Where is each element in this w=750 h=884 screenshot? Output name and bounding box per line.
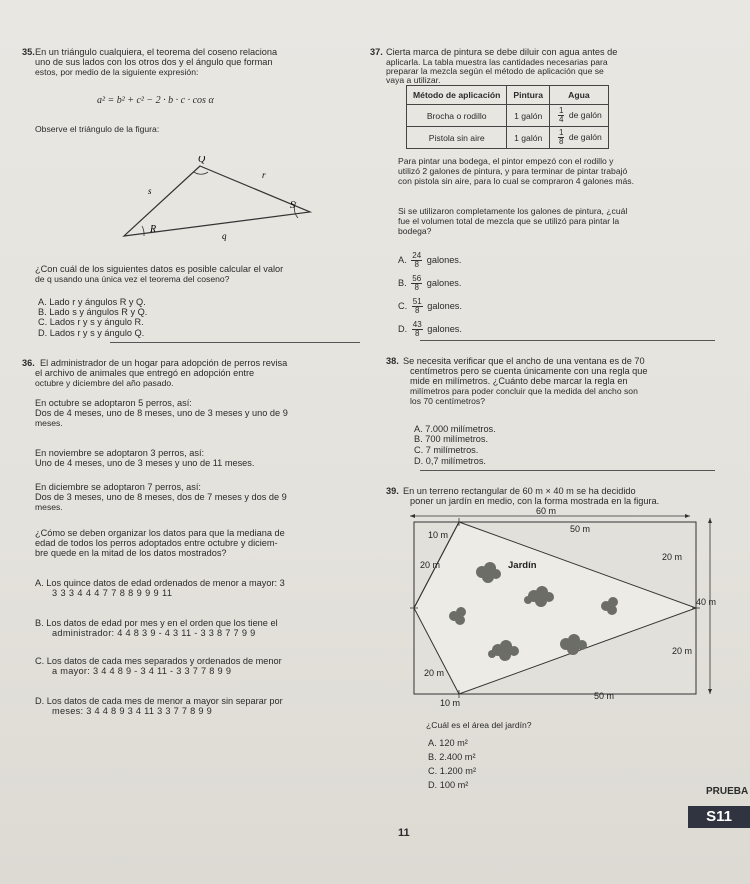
q36-option-a-data: 3 3 3 4 4 4 7 7 8 8 9 9 9 11 <box>52 588 173 598</box>
q36-option-d-data: meses: 3 4 4 8 9 3 4 11 3 3 7 7 8 9 9 <box>52 706 213 716</box>
angle-q-arc <box>194 172 208 174</box>
prueba-label: PRUEBA <box>706 786 749 797</box>
q37-body3: con pistola sin aire, para lo cual se compraron 4 galones más. <box>398 176 634 186</box>
q37-body2: utilizó 2 galones de pintura, y para terminar de pintar trabajó <box>398 166 628 176</box>
label-bottom-left: 10 m <box>440 698 461 708</box>
q36-oct3: meses. <box>35 418 63 428</box>
q39-line2: poner un jardín en medio, con la forma mostrada en la figura. <box>410 496 660 506</box>
table-header-method: Método de aplicación <box>407 86 507 105</box>
q39-option-c[interactable]: C. 1.200 m² <box>428 766 477 776</box>
arrow-head <box>708 518 712 523</box>
q35-formula: a² = b² + c² − 2 · b · c · cos α <box>97 95 214 106</box>
q36-option-c[interactable]: C. Los datos de cada mes separados y ordenados de menor <box>35 656 282 666</box>
table-row <box>407 127 609 149</box>
q35-question2: de q usando una única vez el teorema del coseno? <box>35 274 230 284</box>
q38-line4: milímetros para poder concluir que la medida del ancho son <box>410 386 638 396</box>
q38-option-d[interactable]: D. 0,7 milímetros. <box>414 456 486 466</box>
q35-option-c[interactable]: C. Lados r y s y ángulo R. <box>38 317 144 327</box>
divider <box>420 340 715 341</box>
q39-line1: En un terreno rectangular de 60 m × 40 m se ha decidido <box>403 486 636 496</box>
table-cell-water: $\frac{1}{8}$ de galón <box>550 127 609 149</box>
q38-option-a[interactable]: A. 7.000 milímetros. <box>414 424 496 434</box>
q36-dic3: meses. <box>35 502 63 512</box>
q37-body1: Para pintar una bodega, el pintor empezó con el rodillo y <box>398 156 614 166</box>
q36-question2: edad de todos los perros adoptados entre octubre y diciem- <box>35 538 278 548</box>
table-cell-method: Brocha o rodillo <box>407 105 507 127</box>
q37-question2: fue el volumen total de mezcla que se utilizó para pintar la <box>398 216 620 226</box>
q37-option-c[interactable]: C. $\frac{51}{8}$ galones. <box>398 297 462 315</box>
label-Q: Q <box>198 156 206 165</box>
label-top-right: 50 m <box>570 524 591 534</box>
paint-mix-table <box>406 85 609 149</box>
q39-option-b[interactable]: B. 2.400 m² <box>428 752 476 762</box>
fraction: $\frac{24}{8}$ <box>412 251 422 269</box>
page-number: 11 <box>398 827 410 839</box>
label-r: r <box>262 170 266 180</box>
q38-line5: los 70 centímetros? <box>410 396 485 406</box>
table-cell-paint: 1 galón <box>507 105 550 127</box>
q35-line2: uno de sus lados con los otros dos y el ángulo que forman <box>35 57 273 67</box>
label-S: S <box>290 200 295 211</box>
q39-option-d[interactable]: D. 100 m² <box>428 780 469 790</box>
arrow-head <box>708 689 712 694</box>
q36-nov2: Uno de 4 meses, uno de 3 meses y uno de 11 meses. <box>35 458 255 468</box>
q39-question: ¿Cuál es el área del jardín? <box>426 720 532 730</box>
q38-number: 38. <box>386 356 399 366</box>
q35-line1: En un triángulo cualquiera, el teorema del coseno relaciona <box>35 47 278 57</box>
q36-option-c-data: a mayor: 3 4 4 8 9 - 3 4 11 - 3 3 7 7 8 9 9 <box>52 666 232 676</box>
q36-dic2: Dos de 3 meses, uno de 8 meses, dos de 7 meses y dos de 9 <box>35 492 287 502</box>
label-top-total: 60 m <box>536 506 557 516</box>
label-left-bottom: 20 m <box>424 668 445 678</box>
q37-line3: preparar la mezcla según el método de aplicación que se <box>386 66 604 76</box>
fraction: $\frac{51}{8}$ <box>412 297 422 315</box>
q36-question3: bre quede en la mitad de los datos mostrados? <box>35 548 227 558</box>
q37-question3: bodega? <box>398 226 432 236</box>
q36-dic1: En diciembre se adoptaron 7 perros, así: <box>35 482 201 492</box>
garden-figure <box>404 504 724 716</box>
label-bottom-right: 50 m <box>594 691 615 701</box>
q35-question1: ¿Con cuál de los siguientes datos es posible calcular el valor <box>35 264 284 274</box>
table-cell-water: $\frac{1}{4}$ de galón <box>550 105 609 127</box>
label-right-top: 20 m <box>662 552 683 562</box>
divider <box>110 342 360 343</box>
q36-option-b[interactable]: B. Los datos de edad por mes y en el orden que los tiene el <box>35 618 278 628</box>
arrow-head <box>685 514 690 518</box>
q35-observe: Observe el triángulo de la figura: <box>35 124 160 134</box>
arrow-head <box>410 514 415 518</box>
label-s: s <box>148 186 152 196</box>
q37-question1: Si se utilizaron completamente los galones de pintura, ¿cuál <box>398 206 628 216</box>
fraction: $\frac{1}{4}$ <box>559 106 564 124</box>
q37-line2: aplicarla. La tabla muestra las cantidades necesarias para <box>386 57 608 67</box>
q37-line1: Cierta marca de pintura se debe diluir con agua antes de <box>386 47 618 57</box>
fraction: $\frac{1}{8}$ <box>559 128 564 146</box>
q36-option-b-data: administrador: 4 4 8 3 9 - 4 3 11 - 3 3 8 7 7 9 9 <box>52 628 256 638</box>
label-right-total: 40 m <box>696 597 717 607</box>
q38-option-b[interactable]: B. 700 milímetros. <box>414 434 489 444</box>
q36-option-a[interactable]: A. Los quince datos de edad ordenados de menor a mayor: 3 <box>35 578 285 588</box>
q38-option-c[interactable]: C. 7 milímetros. <box>414 445 479 455</box>
q36-nov1: En noviembre se adoptaron 3 perros, así: <box>35 448 205 458</box>
label-top-left: 10 m <box>428 530 449 540</box>
q38-line1: Se necesita verificar que el ancho de una ventana es de 70 <box>403 356 645 366</box>
q38-line2: centímetros pero se cuenta únicamente con una regla que <box>410 366 648 376</box>
q36-question1: ¿Cómo se deben organizar los datos para que la mediana de <box>35 528 285 538</box>
table-row <box>407 105 609 127</box>
q36-line1: El administrador de un hogar para adopción de perros revisa <box>40 358 288 368</box>
table-cell-method: Pistola sin aire <box>407 127 507 149</box>
q37-option-d[interactable]: D. $\frac{43}{8}$ galones. <box>398 320 462 338</box>
q39-option-a[interactable]: A. 120 m² <box>428 738 468 748</box>
q37-option-b[interactable]: B. $\frac{56}{8}$ galones. <box>398 274 462 292</box>
q36-option-d[interactable]: D. Los datos de cada mes de menor a mayor sin separar por <box>35 696 283 706</box>
table-header-water: Agua <box>550 86 609 105</box>
q37-option-a[interactable]: A. $\frac{24}{8}$ galones. <box>398 251 462 269</box>
q35-option-a[interactable]: A. Lado r y ángulos R y Q. <box>38 297 146 307</box>
q36-line2: el archivo de animales que entregó en adopción entre <box>35 368 255 378</box>
label-R: R <box>150 224 157 235</box>
label-left-top: 20 m <box>420 560 441 570</box>
divider <box>420 470 715 471</box>
table-cell-paint: 1 galón <box>507 127 550 149</box>
q39-number: 39. <box>386 486 399 496</box>
q35-option-b[interactable]: B. Lado s y ángulos R y Q. <box>38 307 148 317</box>
label-garden: Jardín <box>508 560 537 571</box>
fraction: $\frac{56}{8}$ <box>412 274 422 292</box>
table-header-paint: Pintura <box>507 86 550 105</box>
q36-line3: octubre y diciembre del año pasado. <box>35 378 174 388</box>
q37-number: 37. <box>370 47 383 57</box>
q35-triangle-figure <box>118 156 333 256</box>
q35-line3: estos, por medio de la siguiente expresión: <box>35 67 199 77</box>
q35-option-d[interactable]: D. Lados r y s y ángulo Q. <box>38 328 145 338</box>
test-code-badge: S11 <box>688 806 750 828</box>
q37-line4: vaya a utilizar. <box>386 75 441 85</box>
label-q: q <box>222 231 227 241</box>
q35-number: 35. <box>22 47 35 57</box>
q36-oct1: En octubre se adoptaron 5 perros, así: <box>35 398 192 408</box>
angle-r-arc <box>142 226 144 236</box>
label-right-bottom: 20 m <box>672 646 693 656</box>
q36-number: 36. <box>22 358 35 368</box>
q36-oct2: Dos de 4 meses, uno de 8 meses, uno de 3 meses y uno de 9 <box>35 408 288 418</box>
q38-line3: mide en milímetros. ¿Cuánto debe marcar la regla en <box>410 376 628 386</box>
fraction: $\frac{43}{8}$ <box>412 320 422 338</box>
